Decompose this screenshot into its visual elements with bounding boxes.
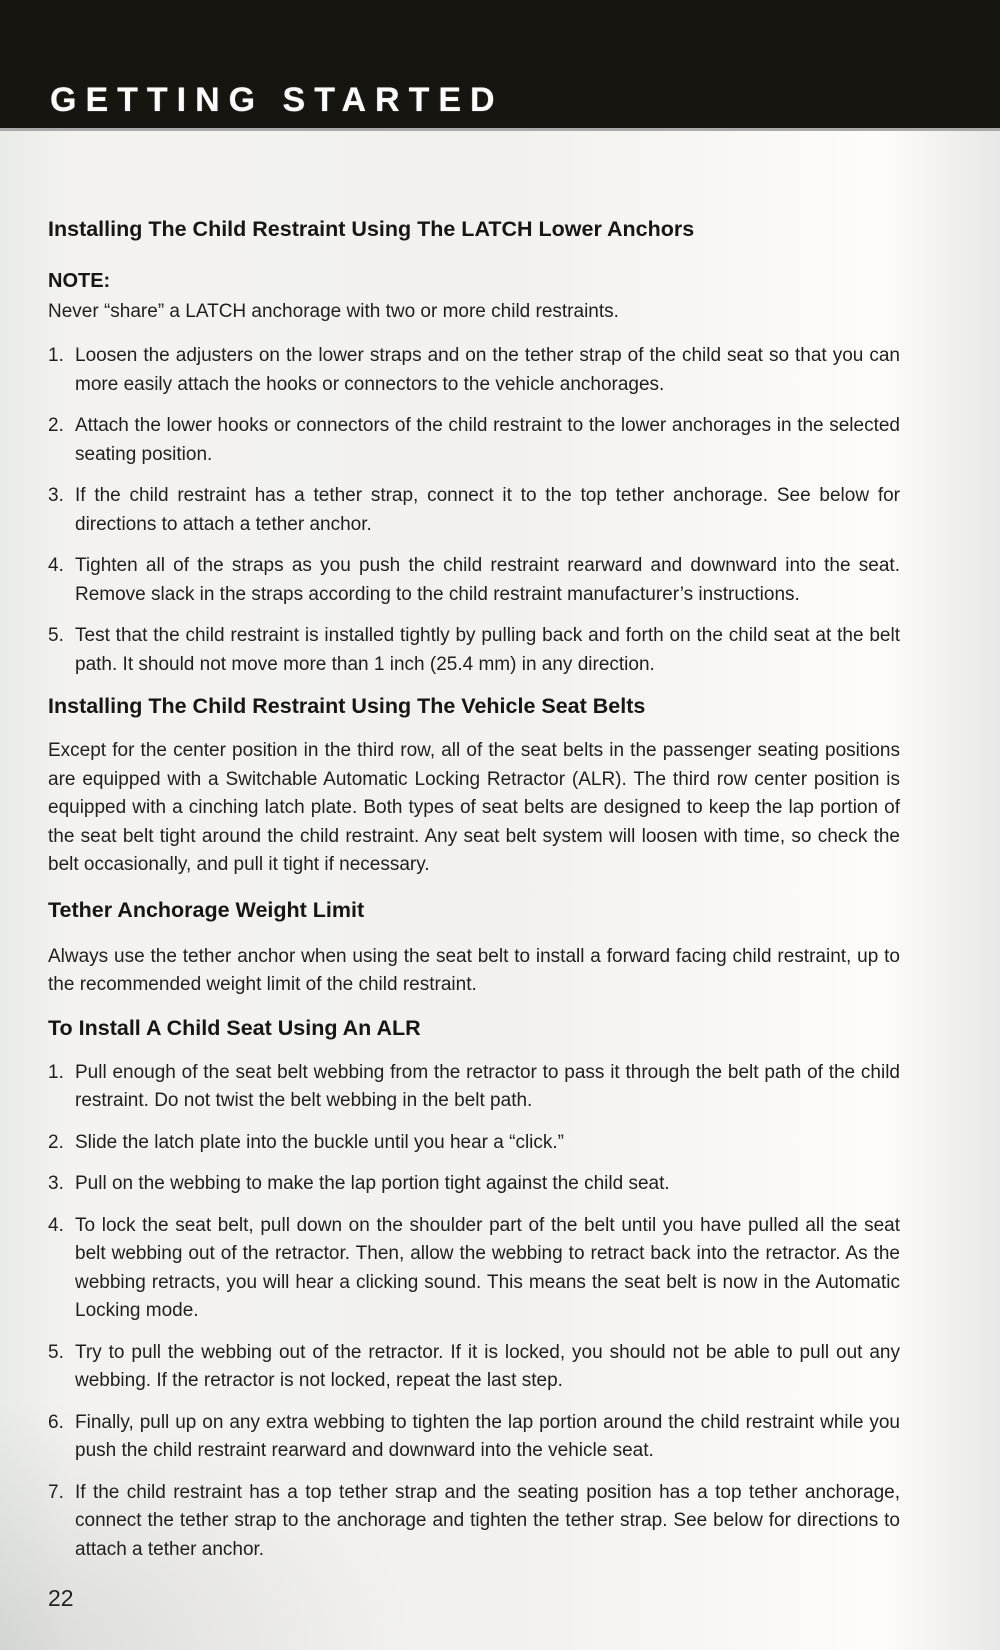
step-item: [48, 1129, 900, 1158]
step-text: Try to pull the webbing out of the retractor. If it is locked, you should not be able to pull out any webbing. If the retractor is not locked, repeat the last step.: [75, 1341, 900, 1391]
step-text: Finally, pull up on any extra webbing to tighten the lap portion around the child restraint while you push the child restraint rearward and downward into the vehicle seat.: [75, 1411, 900, 1461]
step-item: [48, 1170, 900, 1199]
step-number: 2.: [48, 415, 64, 436]
page-number: 22: [48, 1585, 74, 1611]
tether-paragraph: Always use the tether anchor when using the seat belt to install a forward facing child restraint, up to the recommended weight limit of the child restraint.: [48, 945, 900, 995]
step-text: Attach the lower hooks or connectors of the child restraint to the lower anchorages in the selected seating position.: [75, 415, 900, 465]
section-heading-alr: To Install A Child Seat Using An ALR: [48, 1015, 421, 1040]
step-number: 6.: [48, 1411, 64, 1433]
step-item: [48, 412, 900, 469]
page-title: GETTING STARTED: [50, 81, 504, 119]
step-text: If the child restraint has a top tether strap and the seating position has a top tether anchorage, connect the tether strap to the anchorage and tighten the tether strap. See below for directions to attach a tether anchor.: [75, 1481, 900, 1560]
section-heading-tether: Tether Anchorage Weight Limit: [48, 897, 365, 922]
step-number: 4.: [48, 555, 64, 576]
step-item: [48, 1212, 900, 1326]
step-text: Pull enough of the seat belt webbing from the retractor to pass it through the belt path of the child restraint. Do not twist the belt webbing in the belt path.: [75, 1061, 900, 1111]
step-number: 1.: [48, 1061, 64, 1083]
alr-steps-list: [48, 1059, 900, 1565]
section-heading-seat-belts: Installing The Child Restraint Using The Vehicle Seat Belts: [48, 694, 646, 718]
seat-belts-paragraph: Except for the center position in the third row, all of the seat belts in the passenger seating positions are equipped with a Switchable Automatic Locking Retractor (ALR). The third row center position is equipped with a cinching latch plate. Both types of seat belts are designed to keep the lap portion of the seat belt tight around the child restraint. Any seat belt system will loosen with time, so check the belt occasionally, and pull it tight if necessary.: [48, 740, 900, 875]
step-text: Loosen the adjusters on the lower straps and on the tether strap of the child seat so that you can more easily attach the hooks or connectors to the vehicle anchorages.: [75, 345, 900, 395]
step-text: Pull on the webbing to make the lap portion tight against the child seat.: [75, 1173, 670, 1194]
step-item: [48, 342, 900, 399]
page-header-banner: [0, 0, 1000, 131]
step-item: [48, 1059, 900, 1116]
step-number: 7.: [48, 1481, 64, 1503]
step-item: [48, 552, 900, 609]
step-text: Test that the child restraint is installed tightly by pulling back and forth on the child seat at the belt path. It should not move more than 1 inch (25.4 mm) in any direction.: [75, 625, 900, 675]
step-number: 5.: [48, 625, 64, 646]
step-number: 3.: [48, 1173, 64, 1194]
step-text: Tighten all of the straps as you push the child restraint rearward and downward into the seat. Remove slack in the straps according to the child restraint manufacturer’s instructions.: [75, 555, 900, 605]
step-text: If the child restraint has a tether strap, connect it to the top tether anchorage. See below for directions to attach a tether anchor.: [75, 485, 900, 535]
step-number: 4.: [48, 1214, 64, 1236]
step-text: To lock the seat belt, pull down on the shoulder part of the belt until you have pulled all the seat belt webbing out of the retractor. Then, allow the webbing to retract back into the retractor. As the webbing retracts, you will hear a clicking sound. This means the seat belt is now in the Automatic Locking mode.: [75, 1214, 900, 1321]
note-label: NOTE:: [48, 270, 111, 292]
step-item: [48, 1409, 900, 1466]
step-item: [48, 482, 900, 539]
step-item: [48, 1479, 900, 1565]
step-text: Slide the latch plate into the buckle until you hear a “click.”: [75, 1131, 564, 1153]
latch-steps-list: [48, 342, 900, 679]
step-number: 1.: [48, 345, 64, 366]
step-number: 2.: [48, 1131, 64, 1153]
note-text: Never “share” a LATCH anchorage with two or more child restraints.: [48, 300, 619, 322]
step-item: [48, 1339, 900, 1396]
page-content: [0, 216, 1000, 1613]
step-item: [48, 622, 900, 679]
section-heading-latch: Installing The Child Restraint Using The LATCH Lower Anchors: [48, 217, 695, 241]
step-number: 3.: [48, 485, 64, 506]
step-number: 5.: [48, 1341, 64, 1363]
